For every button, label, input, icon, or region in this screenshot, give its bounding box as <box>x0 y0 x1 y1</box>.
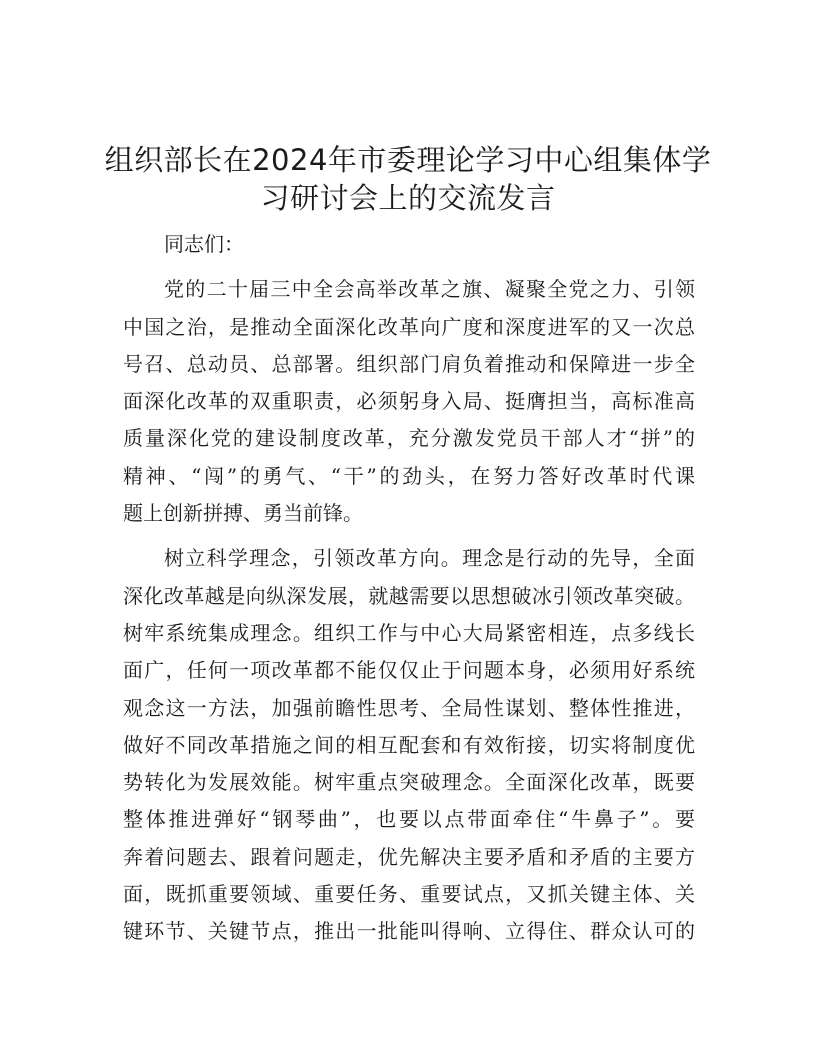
paragraph-line: 树立科学理念，引领改革方向。理念是行动的先导，全面 <box>164 546 695 571</box>
paragraph-line: 树牢系统集成理念。组织工作与中心大局紧密相连，点多线长 <box>123 620 695 645</box>
paragraph-line: 做好不同改革措施之间的相互配套和有效衔接，切实将制度优 <box>123 732 695 757</box>
paragraph-line: 中国之治，是推动全面深化改革向广度和深度进军的又一次总 <box>123 314 695 339</box>
paragraph-line: 号召、总动员、总部署。组织部门肩负着推动和保障进一步全 <box>123 351 695 376</box>
document-title <box>100 141 716 217</box>
paragraph-line: 精神、“闯”的勇气、“干”的劲头，在努力答好改革时代课 <box>123 463 695 488</box>
paragraph-line: 深化改革越是向纵深发展，就越需要以思想破冰引领改革突破。 <box>123 583 695 608</box>
paragraph-line: 党的二十届三中全会高举改革之旗、凝聚全党之力、引领 <box>164 277 695 302</box>
paragraph-2 <box>123 540 695 950</box>
title-line: 习研讨会上的交流发言 <box>260 181 556 215</box>
title-line: 组织部长在2024年市委理论学习中心组集体学 <box>104 143 712 177</box>
paragraph-1 <box>123 271 695 532</box>
paragraph-line: 题上创新拼搏、勇当前锋。 <box>123 501 363 526</box>
salutation: 同志们： <box>164 232 244 256</box>
paragraph-line: 整体推进弹好“钢琴曲”，也要以点带面牵住“牛鼻子”。要 <box>123 807 695 832</box>
paragraph-line: 键环节、关键节点，推出一批能叫得响、立得住、群众认可的 <box>123 919 695 944</box>
paragraph-line: 势转化为发展效能。树牢重点突破理念。全面深化改革，既要 <box>123 770 695 795</box>
document-body <box>123 226 695 951</box>
paragraph-line: 奔着问题去、跟着问题走，优先解决主要矛盾和矛盾的主要方 <box>123 844 695 869</box>
paragraph-line: 面深化改革的双重职责，必须躬身入局、挺膺担当，高标准高 <box>123 389 695 414</box>
paragraph-line: 质量深化党的建设制度改革，充分激发党员干部人才“拼”的 <box>123 426 695 451</box>
paragraph-line: 观念这一方法，加强前瞻性思考、全局性谋划、整体性推进， <box>123 695 695 720</box>
paragraph-line: 面，既抓重要领域、重要任务、重要试点，又抓关键主体、关 <box>123 882 695 907</box>
paragraph-line: 面广，任何一项改革都不能仅仅止于问题本身，必须用好系统 <box>123 658 695 683</box>
